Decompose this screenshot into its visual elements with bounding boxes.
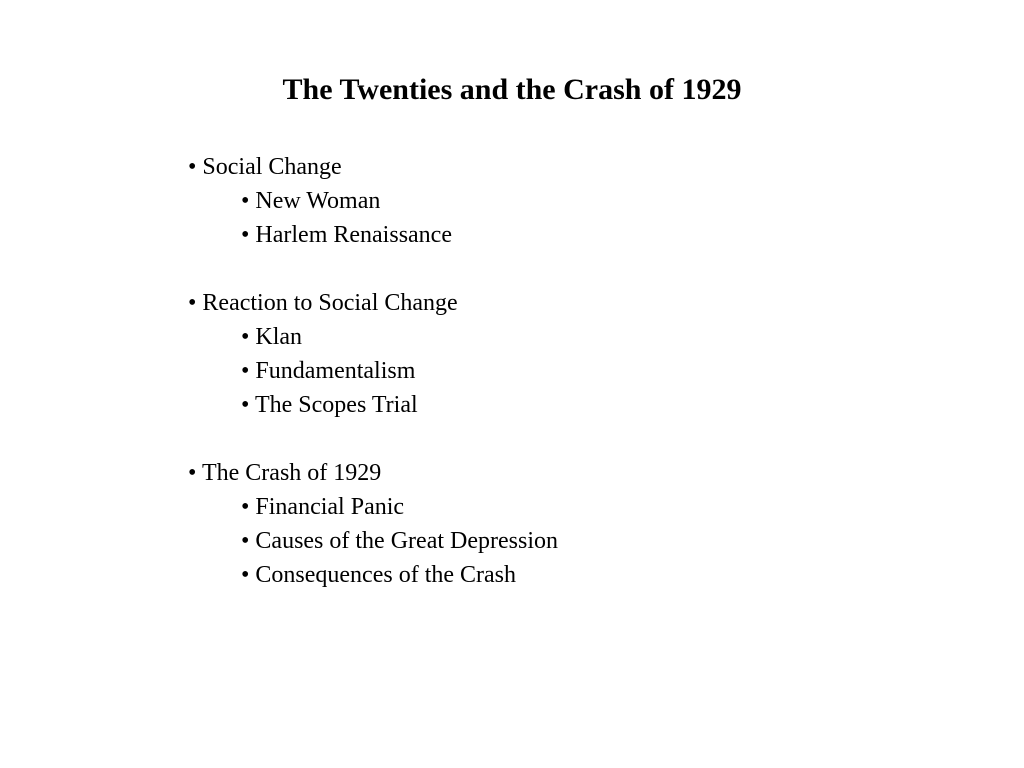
bullet: •: [241, 324, 250, 350]
bullet: •: [241, 392, 250, 418]
bullet: •: [241, 222, 250, 248]
bullet: •: [188, 154, 197, 180]
list-item-text: Financial Panic: [255, 494, 405, 520]
list-item: [188, 388, 888, 422]
list-item: [188, 320, 888, 354]
list-item: [188, 524, 888, 558]
list-item-text: Consequences of the Crash: [255, 562, 517, 588]
section-heading-text: Social Change: [202, 154, 342, 180]
bullet: •: [241, 188, 250, 214]
section-crash: [188, 456, 888, 592]
list-item-text: Klan: [255, 324, 303, 350]
section-heading: [188, 456, 888, 490]
list-item: [188, 490, 888, 524]
bullet: •: [188, 290, 197, 316]
list-item-text: New Woman: [255, 188, 381, 214]
section-heading-text: Reaction to Social Change: [202, 290, 458, 316]
section-heading: [188, 150, 888, 184]
bullet: •: [241, 528, 250, 554]
section-reaction: [188, 286, 888, 422]
list-item-text: The Scopes Trial: [254, 392, 418, 418]
slide-title: The Twenties and the Crash of 1929: [282, 73, 742, 106]
bullet: •: [241, 494, 250, 520]
section-social-change: [188, 150, 888, 252]
list-item-text: Harlem Renaissance: [255, 222, 452, 248]
bullet: •: [241, 562, 250, 588]
list-item: [188, 558, 888, 592]
bullet: •: [188, 460, 197, 486]
bullet: •: [241, 358, 250, 384]
section-heading-text: The Crash of 1929: [201, 460, 382, 486]
list-item-text: Fundamentalism: [255, 358, 416, 384]
list-item: [188, 184, 888, 218]
list-item: [188, 354, 888, 388]
outline: [188, 150, 888, 626]
list-item-text: Causes of the Great Depression: [255, 528, 558, 554]
list-item: [188, 218, 888, 252]
section-heading: [188, 286, 888, 320]
